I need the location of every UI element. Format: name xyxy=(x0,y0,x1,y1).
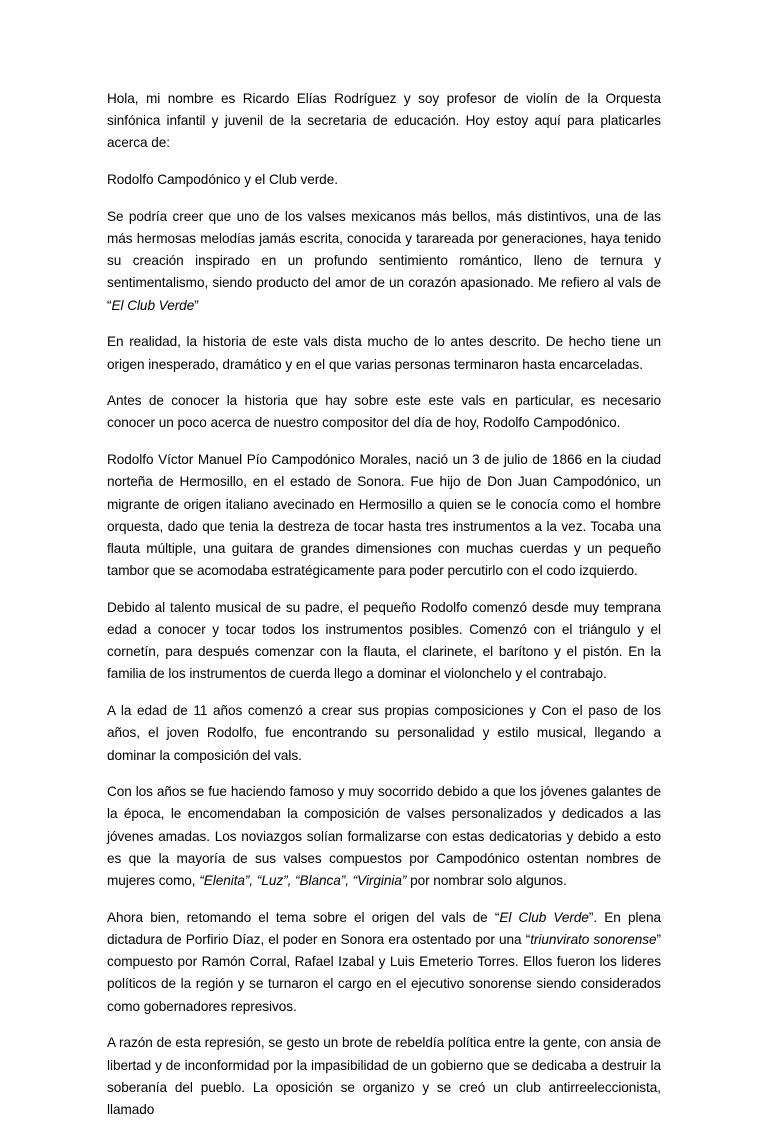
italic-title: El Club Verde xyxy=(499,909,589,925)
paragraph-biography: Rodolfo Víctor Manuel Pío Campodónico Morales, nació un 3 de julio de 1866 en la ciudad norteña de Hermosillo, en el estado de Sonora. Fue hijo de Don Juan Campodónico, un migrante de origen italiano avecinado en Hermosillo a quien se le conocía como el hombre orquesta, dado que tenia la destreza de tocar hasta tres instrumentos a la vez. Tocaba una flauta múltiple, una guitara de grandes dimensiones con muchas cuerdas y un pequeño tambor que se acomodaba estratégicamente para poder percutirlo con el codo izquierdo. xyxy=(107,452,661,579)
text-run: Ahora bien, retomando el tema sobre el origen del vals de “ xyxy=(107,909,500,925)
italic-title: El Club Verde xyxy=(111,297,195,313)
text-run: ” compuesto por Ramón Corral, Rafael Izabal y Luis Emeterio Torres. Ellos fueron los lideres políticos de la región y se turnaron el cargo en el ejecutivo sonorense siendo considerados como gobernadores represivos. xyxy=(107,932,661,1014)
section-heading: Rodolfo Campodónico y el Club verde. xyxy=(107,172,338,188)
italic-triunvirato: triunvirato sonorense xyxy=(530,932,657,947)
paragraph-fame xyxy=(107,781,661,892)
paragraph-repression: A razón de esta represión, se gesto un brote de rebeldía política entre la gente, con ansia de libertad y de inconformidad por la impasibilidad de un gobierno que se dedicaba a destruir la soberanía del pueblo. La oposición se organizo y se creó un club antirreeleccionista, llamado xyxy=(107,1035,661,1117)
text-run: Se podría creer que uno de los valses mexicanos más bellos, más distintivos, una de las más hermosas melodías jamás escrita, conocida y tarareada por generaciones, haya tenido su creación inspirado en un profundo sentimiento romántico, lleno de ternura y sentimentalismo, siendo producto del amor de un corazón apasionado. Me refiero al vals de “ xyxy=(107,208,661,313)
text-run: por nombrar solo algunos. xyxy=(406,873,567,889)
paragraph-reality: En realidad, la historia de este vals dista mucho de lo antes descrito. De hecho tiene un origen inesperado, dramático y en el que varias personas terminaron hasta encarceladas. xyxy=(107,334,661,372)
paragraph-compositions: A la edad de 11 años comenzó a crear sus propias composiciones y Con el paso de los años, el joven Rodolfo, fue encontrando su personalidad y estilo musical, llegando a dominar la composición del vals. xyxy=(107,703,661,763)
text-run: ” xyxy=(194,297,199,313)
paragraph-origin xyxy=(107,907,661,1018)
text-run: ”. En plena dictadura de Porfirio Díaz, el poder en Sonora era ostentado por una “ xyxy=(107,909,661,947)
paragraph-vals-intro xyxy=(107,206,661,317)
italic-waltz-names: “Elenita”, “Luz”, “Blanca”, “Virginia” xyxy=(199,873,407,889)
text-run: Con los años se fue haciendo famoso y muy socorrido debido a que los jóvenes galantes de la época, le encomendaban la composición de valses personalizados y dedicados a las jóvenes amadas. Los noviazgos solían formalizarse con estas dedicatorias y debido a esto es que la mayoría de sus valses compuestos por Campodónico ostentan nombres de mujeres como, xyxy=(107,784,661,889)
paragraph-childhood: Debido al talento musical de su padre, el pequeño Rodolfo comenzó desde muy temprana edad a conocer y tocar todos los instrumentos posibles. Comenzó con el triángulo y el cornetín, para después comenzar con la flauta, el clarinete, el barítono y el pistón. En la familia de los instrumentos de cuerda llego a dominar el violonchelo y el contrabajo. xyxy=(107,599,661,682)
intro-paragraph: Hola, mi nombre es Ricardo Elías Rodríguez y soy profesor de violín de la Orquesta sinfónica infantil y juvenil de la secretaria de educación. Hoy estoy aquí para platicarles acerca de: xyxy=(107,91,661,151)
paragraph-context: Antes de conocer la historia que hay sobre este este vals en particular, es necesario conocer un poco acerca de nuestro compositor del día de hoy, Rodolfo Campodónico. xyxy=(107,393,661,431)
